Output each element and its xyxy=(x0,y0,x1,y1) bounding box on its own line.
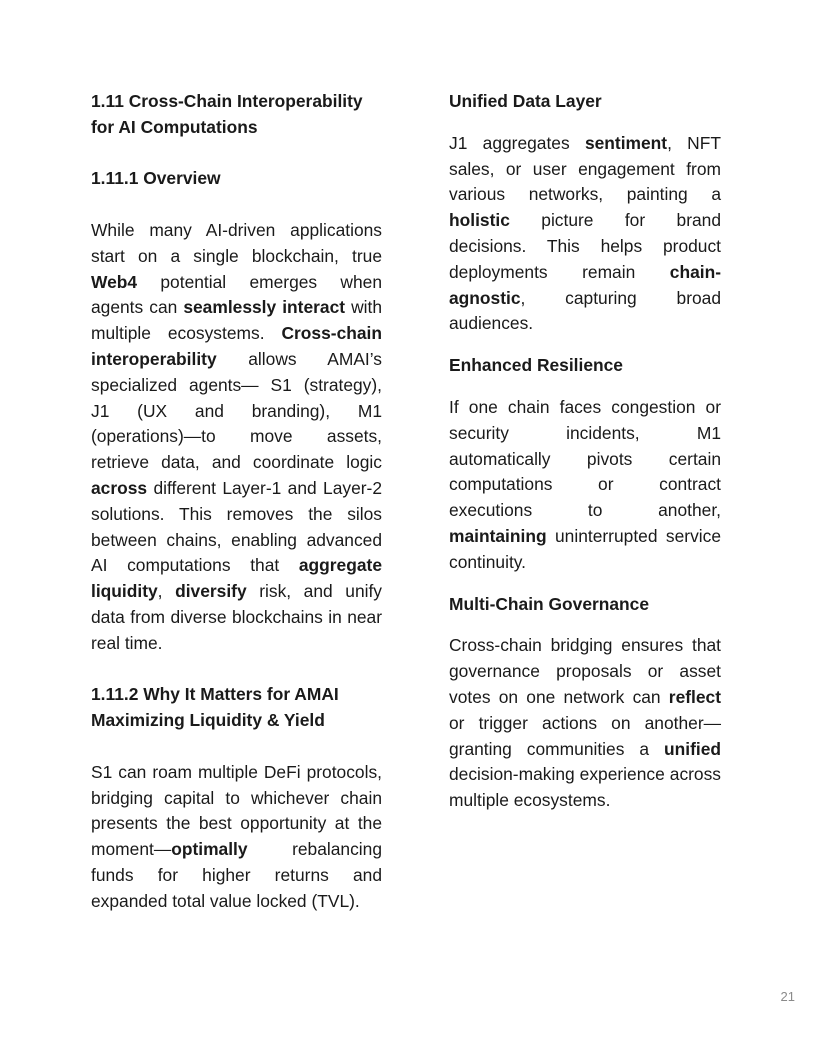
resilience-paragraph: If one chain faces congestion or security incidents, M1 automatically pivots certain computations or contract executions to another, maintaining uninterrupted service continuity. xyxy=(449,396,721,572)
page-number: 21 xyxy=(780,989,795,1004)
liquidity-paragraph: S1 can roam multiple DeFi protocols, bridging capital to whichever chain presents the best opportunity at the moment—optimally rebalancing funds for higher returns and expanded total value locked (TVL). xyxy=(91,761,382,911)
governance-paragraph: Cross-chain bridging ensures that governance proposals or asset votes on one network can reflect or trigger actions on another—granting communities a unified decision-making experience across multiple ecosystems. xyxy=(449,635,721,811)
overview-heading: 1.11.1 Overview xyxy=(91,168,221,189)
left-column xyxy=(91,89,382,915)
why-heading: 1.11.2 Why It Matters for AMAI xyxy=(91,684,339,705)
unified-data-heading: Unified Data Layer xyxy=(449,91,602,111)
unified-data-paragraph: J1 aggregates sentiment, NFT sales, or user engagement from various networks, painting a holistic picture for brand decisions. This helps product deployments remain chain-agnostic, capturing broad audiences. xyxy=(449,132,721,334)
right-column xyxy=(449,89,721,830)
section-heading: 1.11 Cross-Chain Interoperability for AI Computations xyxy=(91,91,363,137)
overview-paragraph: While many AI-driven applications start on a single blockchain, true Web4 potential emerges when agents can seamlessly interact with multiple ecosystems. Cross-chain interoperability allows AMAI’s specialized agents— S1 (strategy), J1 (UX and branding), M1 (operations)—to move assets, retrieve data, and coordinate logic across different Layer-1 and Layer-2 solutions. This removes the silos between chains, enabling advanced AI computations that aggregate liquidity, diversify risk, and unify data from diverse blockchains in near real time. xyxy=(91,219,383,653)
resilience-heading: Enhanced Resilience xyxy=(449,355,623,376)
liquidity-heading: Maximizing Liquidity & Yield xyxy=(91,710,325,731)
governance-heading: Multi-Chain Governance xyxy=(449,593,650,614)
